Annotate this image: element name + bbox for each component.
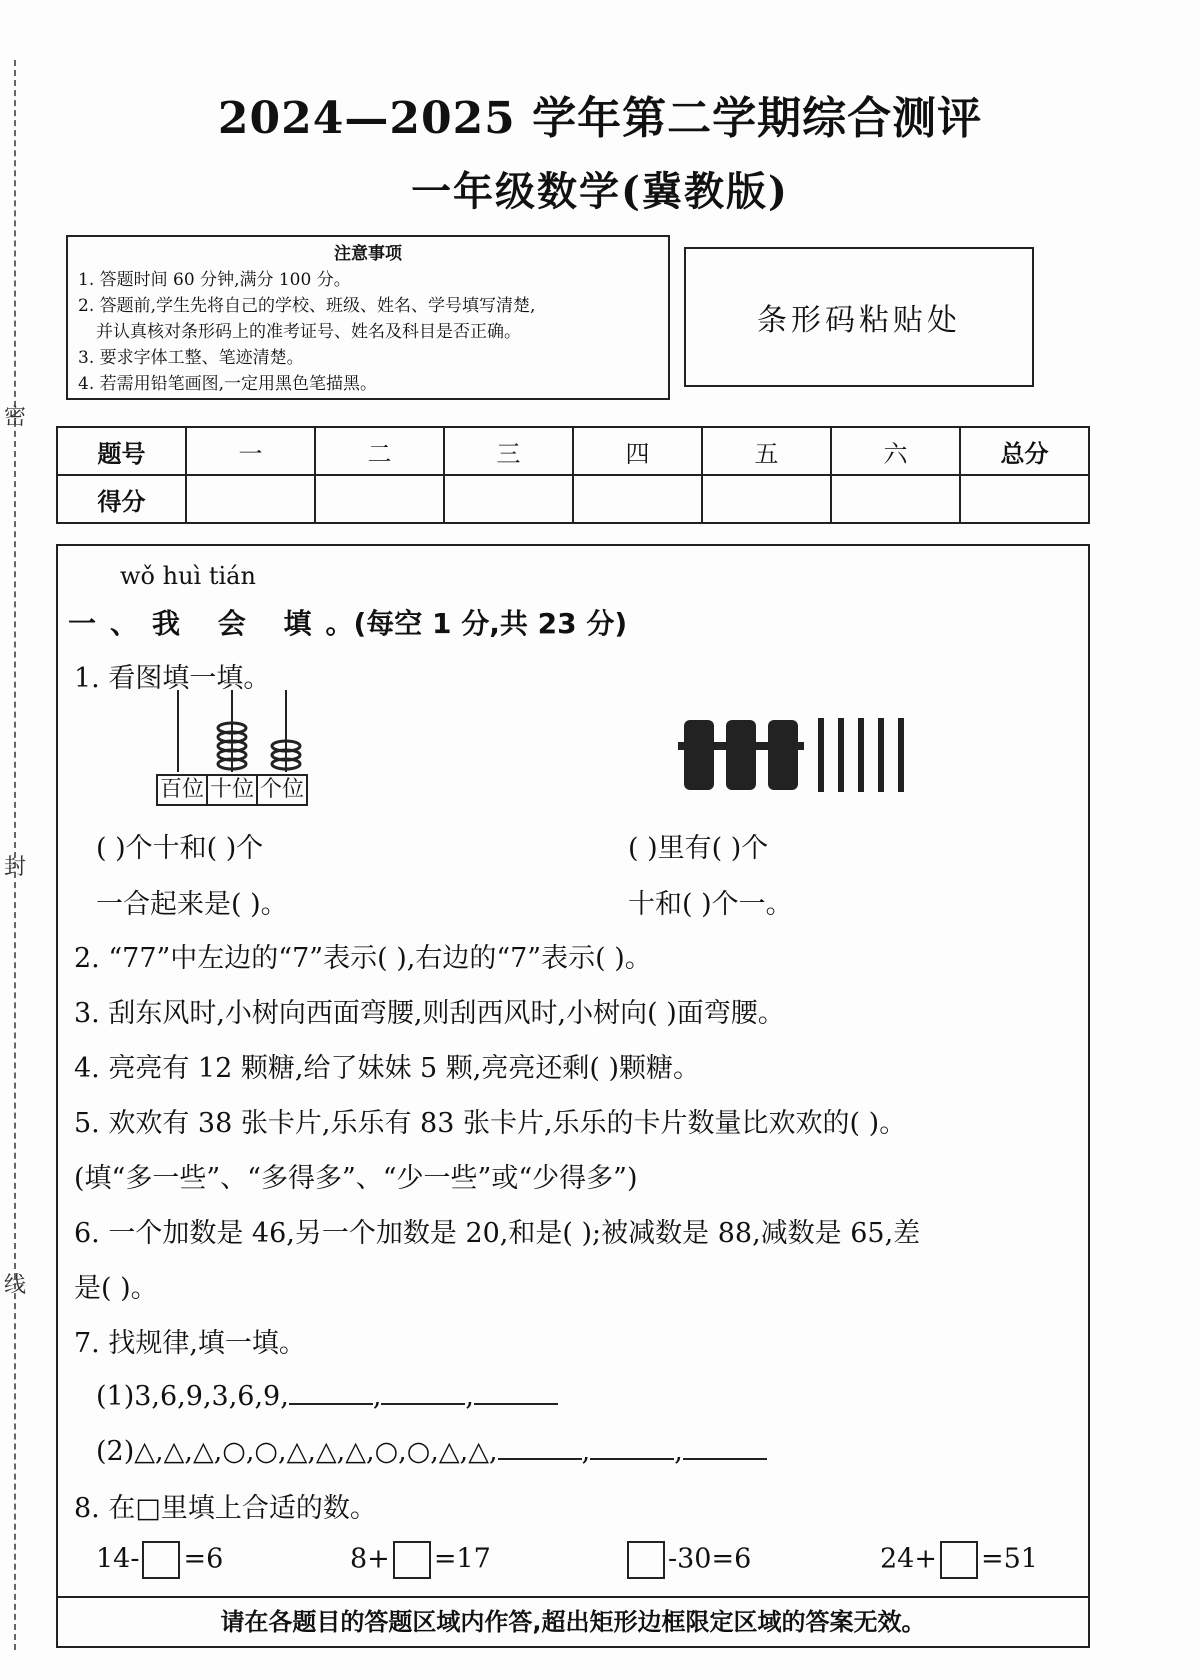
single-stick (878, 718, 884, 792)
answer-box[interactable] (940, 1541, 978, 1579)
q8-item (624, 1541, 751, 1579)
stick-bundle (762, 720, 804, 790)
answer-box[interactable] (393, 1541, 431, 1579)
q8-item-before: 14- (96, 1543, 140, 1575)
score-header-cell: 四 (573, 427, 702, 475)
score-cell[interactable] (702, 475, 831, 523)
score-header-cell: 五 (702, 427, 831, 475)
score-table-row (57, 475, 1089, 523)
notice-item: 并认真核对条形码上的准考证号、姓名及科目是否正确。 (96, 322, 521, 342)
single-stick (858, 718, 864, 792)
q8-item (96, 1541, 223, 1579)
q1-title: 1. 看图填一填。 (74, 663, 271, 694)
abacus-label-row (156, 774, 308, 806)
question-6-line1: 6. 一个加数是 46,另一个加数是 20,和是( );被减数是 88,减数是 65,差 (74, 1218, 921, 1249)
score-table (56, 426, 1090, 524)
q1-left-line2: 一合起来是( )。 (96, 889, 288, 920)
question-7-1: (1)3,6,9,3,6,9, , , (96, 1376, 558, 1412)
side-char-feng: 封 (4, 855, 27, 880)
question-7: 7. 找规律,填一填。 (74, 1328, 306, 1359)
q8-item-before: 8+ (350, 1543, 390, 1575)
answer-box[interactable] (627, 1541, 665, 1579)
score-cell[interactable] (831, 475, 960, 523)
question-7-2-sequence: (2)△,△,△,○,○,△,△,△,○,○,△,△, (96, 1436, 498, 1467)
score-header-cell: 一 (186, 427, 315, 475)
exam-title: 2024—2025 学年第二学期综合测评 (217, 93, 983, 144)
single-stick (818, 718, 824, 792)
notice-item: 4. 若需用铅笔画图,一定用黑色笔描黑。 (78, 374, 378, 394)
section-pinyin: wǒ huì tián (120, 562, 256, 590)
sticks-image (678, 716, 918, 796)
single-stick (838, 718, 844, 792)
notice-item: 2. 答题前,学生先将自己的学校、班级、姓名、学号填写清楚, (78, 296, 536, 316)
abacus-label: 个位 (260, 777, 305, 802)
stick-bundle (720, 720, 762, 790)
barcode-label: 条形码粘贴处 (757, 303, 961, 338)
q8-item-after: =6 (183, 1543, 224, 1575)
question-5-note: (填“多一些”、“多得多”、“少一些”或“少得多”) (74, 1163, 638, 1194)
q8-item-before: 24+ (880, 1543, 937, 1575)
abacus-label: 百位 (158, 776, 208, 804)
question-7-1-sequence: (1)3,6,9,3,6,9, (96, 1381, 289, 1412)
question-5: 5. 欢欢有 38 张卡片,乐乐有 83 张卡片,乐乐的卡片数量比欢欢的( )。 (74, 1108, 907, 1139)
answer-area-footer: 请在各题目的答题区域内作答,超出矩形边框限定区域的答案无效。 (58, 1596, 1088, 1646)
notice-item: 3. 要求字体工整、笔迹清楚。 (78, 348, 304, 368)
score-table-header (57, 427, 1089, 475)
notice-heading: 注意事项 (334, 244, 402, 264)
score-header-cell: 六 (831, 427, 960, 475)
section-title (68, 602, 627, 642)
exam-subtitle: 一年级数学(冀教版) (411, 168, 789, 215)
question-area (56, 544, 1090, 1648)
answer-blank[interactable] (683, 1431, 767, 1460)
q8-item-after: =51 (980, 1543, 1038, 1575)
barcode-area (684, 247, 1034, 387)
q8-item-after: =17 (433, 1543, 491, 1575)
q1-right-line1: ( )里有( )个 (628, 833, 769, 864)
score-header-cell: 总分 (960, 427, 1089, 475)
score-cell[interactable] (315, 475, 444, 523)
question-4: 4. 亮亮有 12 颗糖,给了妹妹 5 颗,亮亮还剩( )颗糖。 (74, 1053, 701, 1084)
question-6-line2: 是( )。 (74, 1273, 158, 1304)
q1-right-line2: 十和( )个一。 (628, 889, 793, 920)
stick-bundle (678, 720, 720, 790)
section-title-note: 。(每空 1 分,共 23 分) (325, 607, 628, 640)
score-cell[interactable] (186, 475, 315, 523)
score-header-cell: 题号 (57, 427, 186, 475)
answer-blank[interactable] (590, 1431, 674, 1460)
question-3: 3. 刮东风时,小树向西面弯腰,则刮西风时,小树向( )面弯腰。 (74, 998, 785, 1029)
score-cell[interactable] (960, 475, 1089, 523)
side-char-mi: 密 (4, 405, 27, 430)
notice-box (66, 235, 670, 400)
q8-item-after: -30=6 (668, 1543, 752, 1575)
answer-blank[interactable] (289, 1376, 373, 1405)
answer-blank[interactable] (381, 1376, 465, 1405)
answer-blank[interactable] (498, 1431, 582, 1460)
q1-left-line1: ( )个十和( )个 (96, 833, 264, 864)
score-cell[interactable] (444, 475, 573, 523)
question-7-2: (2)△,△,△,○,○,△,△,△,○,○,△,△, , , (96, 1431, 767, 1467)
score-row-label: 得分 (57, 475, 186, 523)
score-cell[interactable] (573, 475, 702, 523)
question-2: 2. “77”中左边的“7”表示( ),右边的“7”表示( )。 (74, 943, 652, 974)
q8-item (880, 1541, 1038, 1579)
score-header-cell: 三 (444, 427, 573, 475)
answer-blank[interactable] (474, 1376, 558, 1405)
score-header-cell: 二 (315, 427, 444, 475)
side-char-xian: 线 (4, 1273, 27, 1298)
single-stick (898, 718, 904, 792)
q8-item (350, 1541, 491, 1579)
abacus-label: 十位 (208, 776, 258, 804)
section-title-main: 一、我 会 填 (68, 607, 326, 640)
question-8: 8. 在□里填上合适的数。 (74, 1493, 377, 1524)
answer-box[interactable] (142, 1541, 180, 1579)
notice-item: 1. 答题时间 60 分钟,满分 100 分。 (78, 270, 351, 290)
